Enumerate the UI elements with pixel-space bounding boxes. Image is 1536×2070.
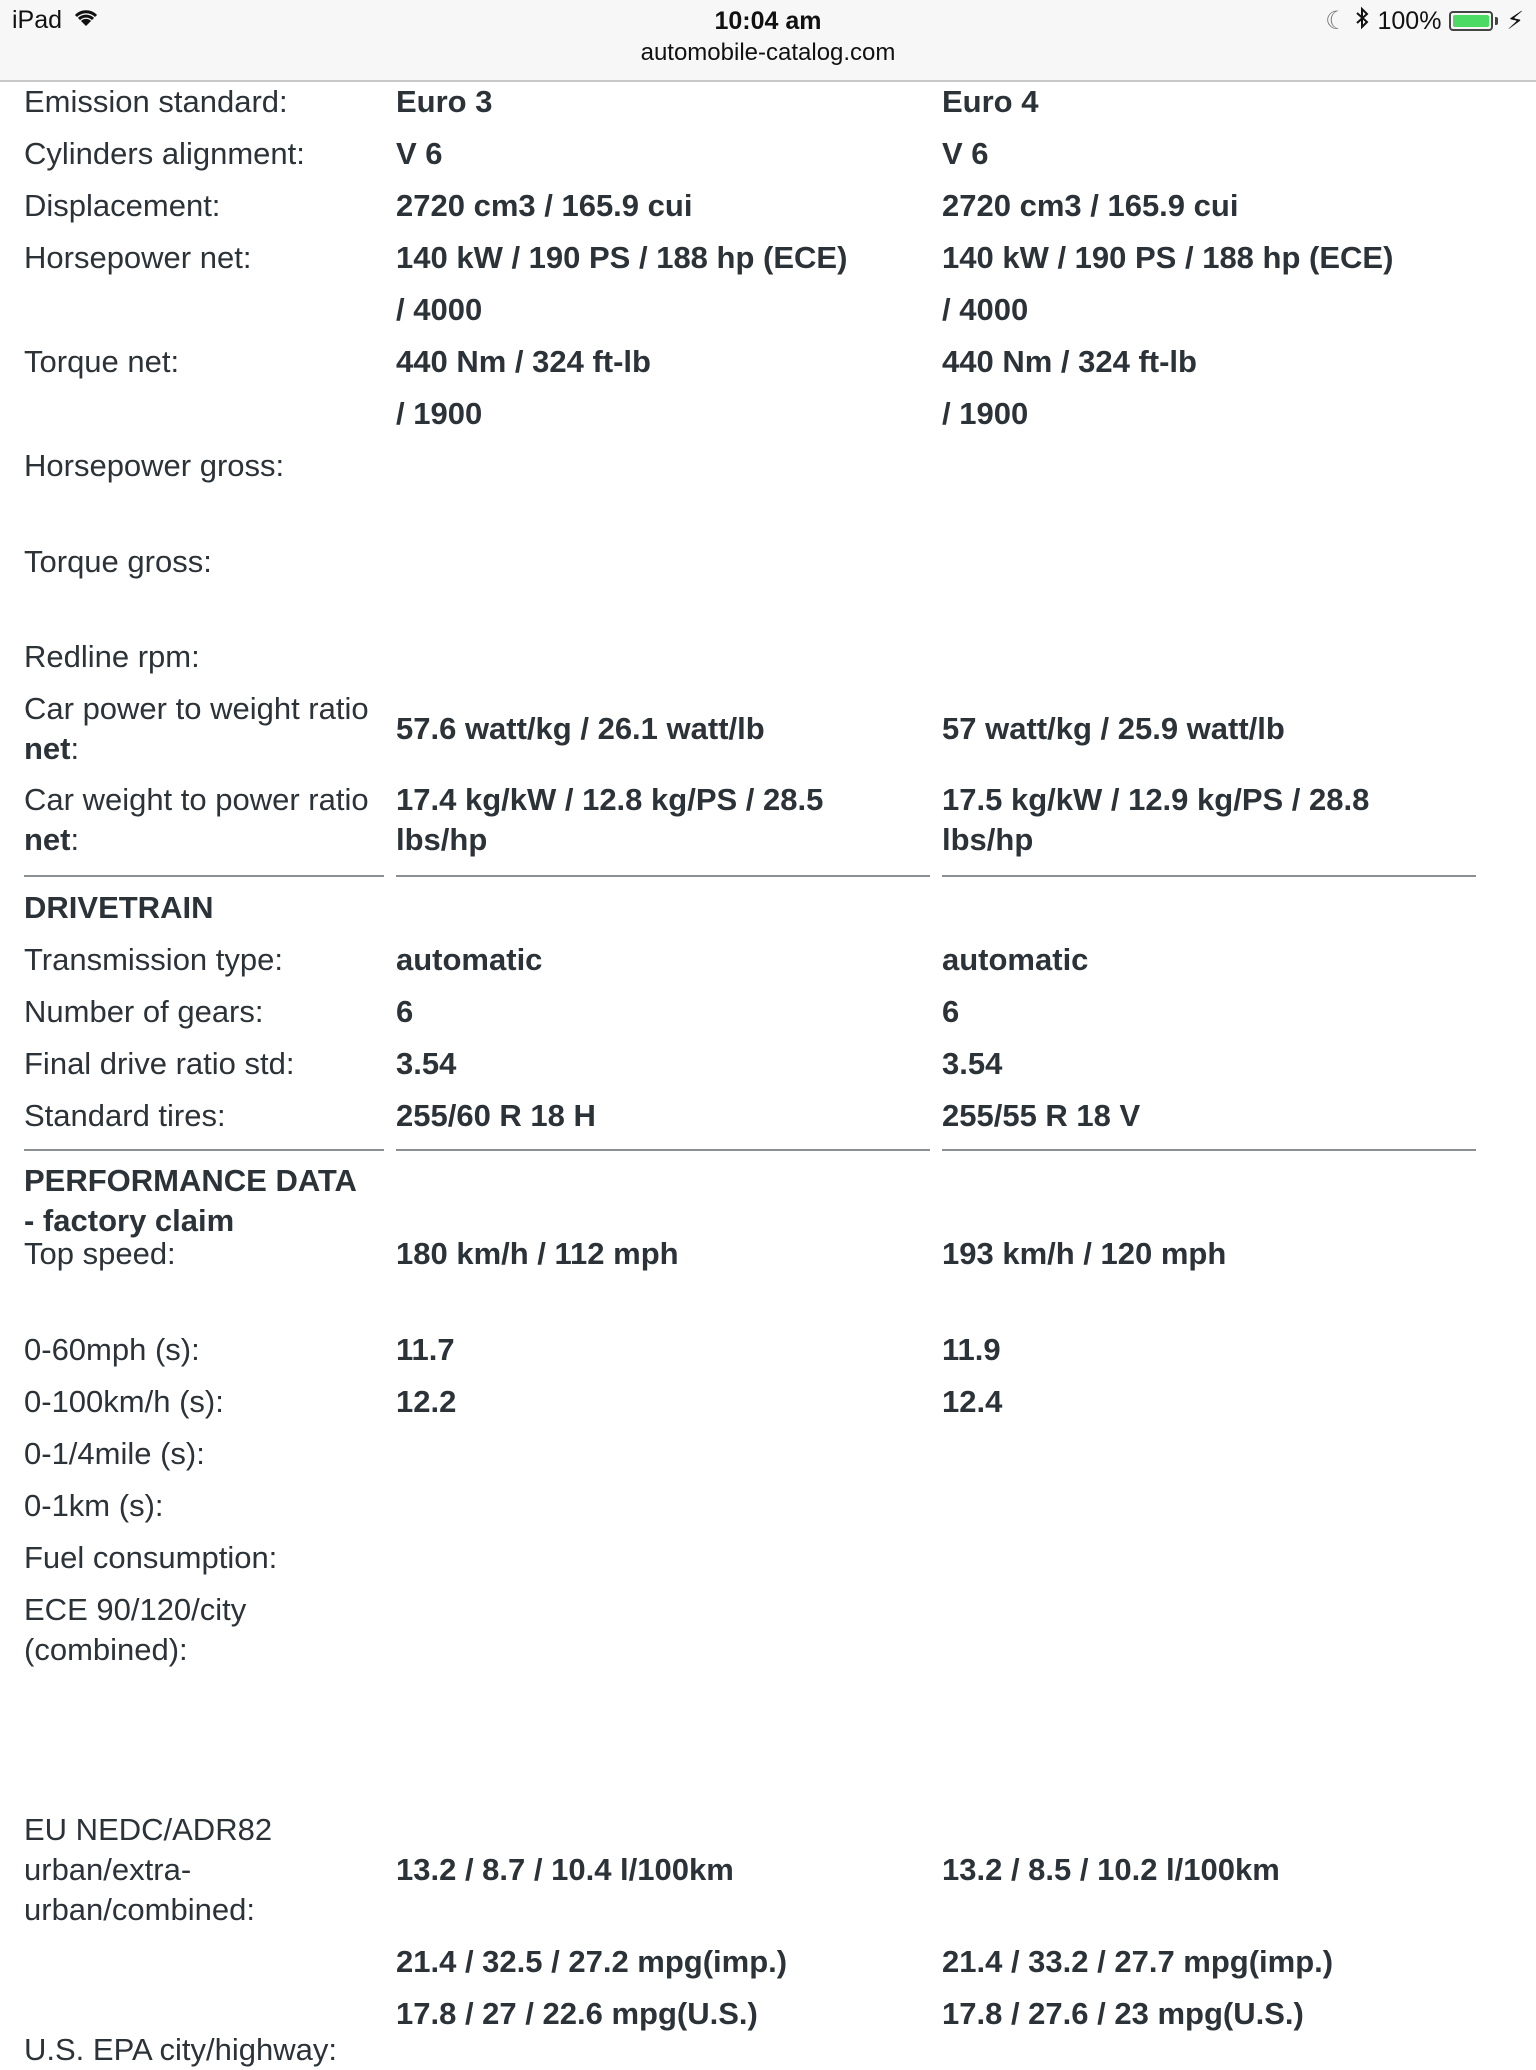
label-eu-nedc-c: urban/combined: <box>24 1892 255 1927</box>
value2-final-drive-ratio: 3.54 <box>942 1046 1003 1081</box>
value2-weight-to-power-b: lbs/hp <box>942 822 1034 857</box>
label-torque-gross: Torque gross: <box>24 544 212 579</box>
value2-number-of-gears: 6 <box>942 994 960 1029</box>
label-transmission-type: Transmission type: <box>24 942 283 977</box>
value2-horsepower-net <box>942 238 1482 330</box>
value1-weight-to-power-a: 17.4 kg/kW / 12.8 kg/PS / 28.5 <box>396 782 824 817</box>
label-eu-nedc-b: urban/extra- <box>24 1852 192 1887</box>
address-url[interactable]: automobile-catalog.com <box>640 39 896 66</box>
performance-heading-a: PERFORMANCE DATA <box>24 1163 357 1198</box>
value2-horsepower-net-a: 140 kW / 190 PS / 188 hp (ECE) <box>942 240 1394 275</box>
section-heading-performance <box>24 1161 404 1241</box>
label-ece-a: ECE 90/120/city <box>24 1592 247 1627</box>
label-torque-net: Torque net: <box>24 344 180 379</box>
value1-final-drive-ratio: 3.54 <box>396 1046 457 1081</box>
value2-weight-to-power-a: 17.5 kg/kW / 12.9 kg/PS / 28.8 <box>942 782 1370 817</box>
label-power-to-weight <box>24 689 386 769</box>
clock: 10:04 am <box>714 7 822 35</box>
label-power-to-weight-a: Car power to weight ratio <box>24 691 369 726</box>
status-bar <box>0 0 1536 82</box>
value2-transmission-type: automatic <box>942 942 1089 977</box>
value1-standard-tires: 255/60 R 18 H <box>396 1098 596 1133</box>
label-redline-rpm: Redline rpm: <box>24 639 200 674</box>
value2-0-60mph: 11.9 <box>942 1332 1001 1367</box>
spec-table <box>0 80 1536 2067</box>
battery-icon <box>1449 11 1493 31</box>
label-number-of-gears: Number of gears: <box>24 994 264 1029</box>
value1-displacement: 2720 cm3 / 165.9 cui <box>396 188 693 223</box>
section-heading-drivetrain: DRIVETRAIN <box>24 890 214 925</box>
status-center <box>0 6 1536 70</box>
battery-tip <box>1495 17 1498 25</box>
value1-transmission-type: automatic <box>396 942 543 977</box>
value2-torque-net-b: / 1900 <box>942 396 1029 431</box>
moon-icon: ☾ <box>1325 7 1348 35</box>
label-quarter-mile: 0-1/4mile (s): <box>24 1436 205 1471</box>
value1-power-to-weight: 57.6 watt/kg / 26.1 watt/lb <box>396 711 765 746</box>
label-emission-standard: Emission standard: <box>24 84 288 119</box>
label-top-speed: Top speed: <box>24 1236 176 1271</box>
label-eu-nedc-a: EU NEDC/ADR82 <box>24 1812 273 1847</box>
value1-cylinders-alignment: V 6 <box>396 136 443 171</box>
value2-torque-net-a: 440 Nm / 324 ft-lb <box>942 344 1197 379</box>
label-0-1km: 0-1km (s): <box>24 1488 164 1523</box>
value1-weight-to-power-b: lbs/hp <box>396 822 488 857</box>
value1-weight-to-power <box>396 780 926 860</box>
label-ece <box>24 1590 386 1670</box>
value2-power-to-weight: 57 watt/kg / 25.9 watt/lb <box>942 711 1285 746</box>
value1-number-of-gears: 6 <box>396 994 414 1029</box>
label-standard-tires: Standard tires: <box>24 1098 226 1133</box>
value1-eu-nedc: 13.2 / 8.7 / 10.4 l/100km <box>396 1852 734 1887</box>
label-fuel-consumption: Fuel consumption: <box>24 1540 278 1575</box>
label-ece-b: (combined): <box>24 1632 188 1667</box>
label-power-to-weight-colon: : <box>70 731 80 766</box>
value1-eu-nedc-imp: 21.4 / 32.5 / 27.2 mpg(imp.) <box>396 1944 788 1979</box>
divider-label-col <box>24 875 384 877</box>
value1-horsepower-net <box>396 238 926 330</box>
battery-percent: 100% <box>1377 6 1442 35</box>
value2-torque-net <box>942 342 1482 434</box>
label-cylinders-alignment: Cylinders alignment: <box>24 136 305 171</box>
label-us-epa: U.S. EPA city/highway: <box>24 2032 337 2067</box>
value1-emission-standard: Euro 3 <box>396 84 493 119</box>
divider-col1 <box>396 875 930 877</box>
value1-torque-net <box>396 342 926 434</box>
label-eu-nedc <box>24 1810 386 1930</box>
value1-0-100kmh: 12.2 <box>396 1384 457 1419</box>
label-power-to-weight-net: net <box>24 731 71 766</box>
bluetooth-icon <box>1355 7 1369 36</box>
divider-col2-2 <box>942 1149 1476 1151</box>
label-weight-to-power-net: net <box>24 822 71 857</box>
performance-heading-b: - factory claim <box>24 1203 235 1238</box>
value1-top-speed: 180 km/h / 112 mph <box>396 1236 679 1271</box>
value2-eu-nedc: 13.2 / 8.5 / 10.2 l/100km <box>942 1852 1280 1887</box>
label-horsepower-gross: Horsepower gross: <box>24 448 285 483</box>
value2-0-100kmh: 12.4 <box>942 1384 1003 1419</box>
device-name: iPad <box>12 6 63 34</box>
value2-displacement: 2720 cm3 / 165.9 cui <box>942 188 1239 223</box>
label-0-60mph: 0-60mph (s): <box>24 1332 200 1367</box>
label-weight-to-power <box>24 780 386 860</box>
charging-icon: ⚡ <box>1506 7 1524 35</box>
value1-horsepower-net-b: / 4000 <box>396 292 483 327</box>
divider-col2 <box>942 875 1476 877</box>
value2-eu-nedc-us: 17.8 / 27.6 / 23 mpg(U.S.) <box>942 1996 1304 2031</box>
value1-torque-net-a: 440 Nm / 324 ft-lb <box>396 344 651 379</box>
value2-standard-tires: 255/55 R 18 V <box>942 1098 1141 1133</box>
value2-top-speed: 193 km/h / 120 mph <box>942 1236 1227 1271</box>
divider-col1-2 <box>396 1149 930 1151</box>
status-right <box>1325 6 1524 36</box>
value1-eu-nedc-us: 17.8 / 27 / 22.6 mpg(U.S.) <box>396 1996 758 2031</box>
value2-cylinders-alignment: V 6 <box>942 136 989 171</box>
value1-horsepower-net-a: 140 kW / 190 PS / 188 hp (ECE) <box>396 240 848 275</box>
label-final-drive-ratio: Final drive ratio std: <box>24 1046 295 1081</box>
value1-torque-net-b: / 1900 <box>396 396 483 431</box>
label-displacement: Displacement: <box>24 188 221 223</box>
label-weight-to-power-a: Car weight to power ratio <box>24 782 369 817</box>
value2-horsepower-net-b: / 4000 <box>942 292 1029 327</box>
value1-0-60mph: 11.7 <box>396 1332 455 1367</box>
label-horsepower-net: Horsepower net: <box>24 240 252 275</box>
value2-eu-nedc-imp: 21.4 / 33.2 / 27.7 mpg(imp.) <box>942 1944 1334 1979</box>
label-0-100kmh: 0-100km/h (s): <box>24 1384 224 1419</box>
divider-label-col-2 <box>24 1149 384 1151</box>
value2-weight-to-power <box>942 780 1482 860</box>
label-weight-to-power-colon: : <box>70 822 80 857</box>
value2-emission-standard: Euro 4 <box>942 84 1039 119</box>
